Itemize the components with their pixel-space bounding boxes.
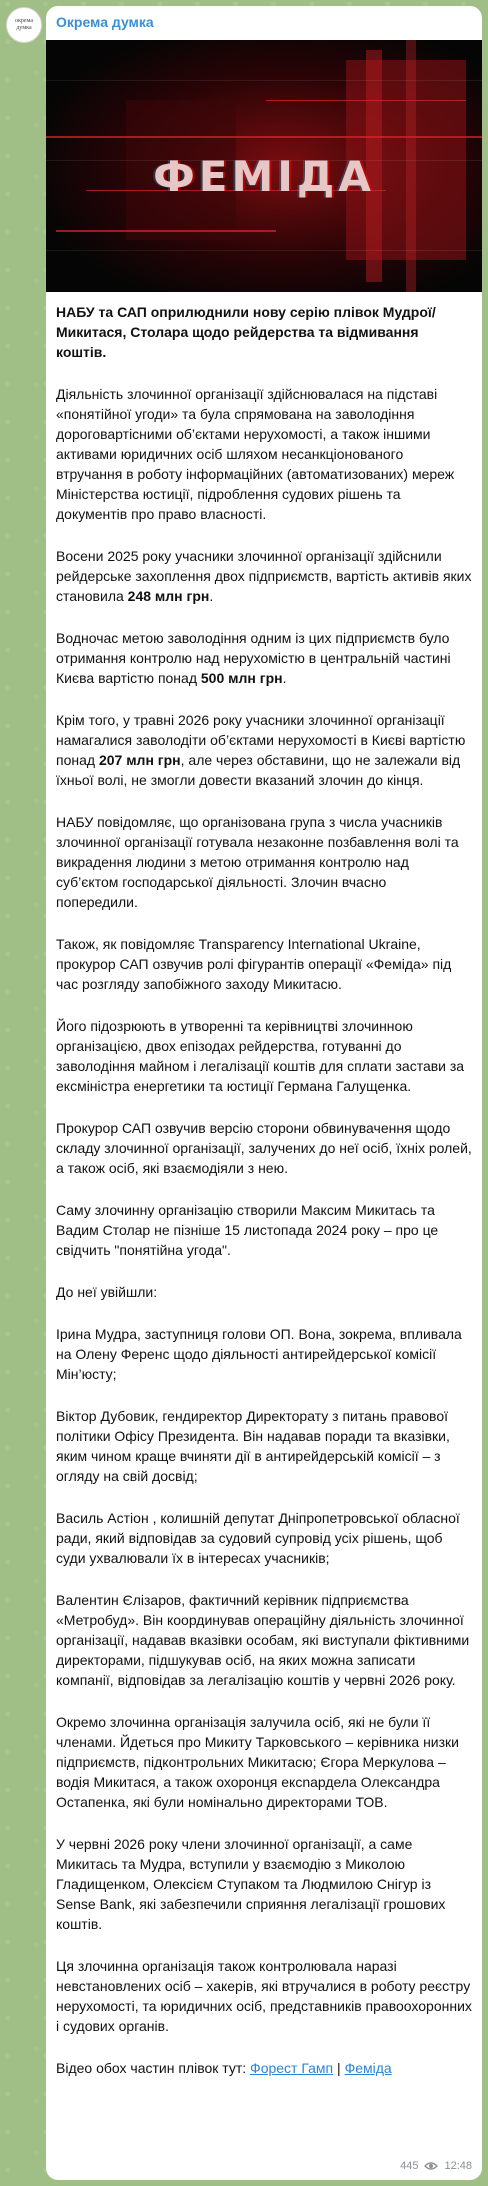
channel-name[interactable]: Окрема думка — [56, 14, 154, 30]
paragraph: До неї увійшли: — [56, 1284, 158, 1300]
image-title: ФЕМІДА — [153, 152, 375, 201]
paragraph: Восени 2025 року учасники злочинної організації здійснили рейдерське захоплення двох підприємств, вартість активів яких становила 248 млн грн. — [56, 548, 472, 604]
paragraph-links: Відео обох частин плівок тут: Форест Гамп | Феміда — [56, 2060, 392, 2076]
amount: 207 млн грн — [98, 752, 181, 768]
post-title: НАБУ та САП оприлюднили нову серію плівок Мудрої/ Микитася, Столара щодо рейдерства та відмивання коштів. — [56, 304, 436, 360]
post-text — [56, 302, 472, 2100]
link-femida[interactable]: Феміда — [344, 2060, 392, 2076]
paragraph: Саму злочинну організацію створили Максим Микитась та Вадим Столар не пізніше 15 листопада 2024 року – про це свідчить "понятійна угода". — [56, 1202, 439, 1258]
link-forest-gump[interactable]: Форест Гамп — [250, 2060, 334, 2076]
paragraph: У червні 2026 року члени злочинної організації, а саме Микитась та Мудра, вступили у взаємодію з Миколою Гладищенком, Олексієм Ступаком та Людмилою Снігур із Sense Bank, які забезпечили сприяння легалізації грошових коштів. — [56, 1836, 446, 1932]
channel-avatar[interactable] — [6, 7, 42, 43]
paragraph: Ірина Мудра, заступниця голови ОП. Вона, зокрема, впливала на Олену Ференс щодо діяльності антирейдерської комісії Мін’юсту; — [56, 1326, 462, 1382]
paragraph: Його підозрюють в утворенні та керівництві злочинною організацією, двох епізодах рейдерства, готуванні до заволодіння майном і легалізації коштів для сплати застави за ексміністра енергетики та юстиції Германа Галущенка. — [56, 1018, 465, 1094]
paragraph: Крім того, у травні 2026 року учасники злочинної організації намагалися заволодіти об’єктами нерухомості в Києві вартістю понад 207 млн грн, але через обставини, що не залежали від їхньої волі, не змогли довести вказаний злочин до кінця. — [56, 712, 466, 788]
paragraph: Прокурор САП озвучив версію сторони обвинувачення щодо складу злочинної організації, залучених до неї осіб, їхніх ролей, а також осіб, які взаємодіяли з нею. — [56, 1120, 472, 1176]
paragraph: Віктор Дубовик, гендиректор Директорату з питань правової політики Офісу Президента. Він надавав поради та вказівки, яким чином краще вчиняти дії в антирейдерській комісії – з огляду на свій досвід; — [56, 1408, 450, 1484]
message-bubble — [46, 6, 482, 2180]
post-image[interactable] — [46, 40, 482, 292]
avatar-text-line-1: окрема — [15, 18, 33, 24]
views-count: 445 — [400, 2160, 419, 2172]
paragraph: Ця злочинна організація також контролювала наразі невстановлених осіб – хакерів, які втручалися в роботу реєстру нерухомості, та юридичних осіб, представників правоохоронних і судових органів. — [56, 1958, 472, 2034]
eye-icon — [424, 2161, 438, 2171]
paragraph: Окремо злочинна організація залучила осіб, які не були її членами. Йдеться про Микиту Тарковського – керівника низки підприємств, підконтрольних Микитасю; Єгора Меркулова – водія Микитася, а також охоронця ексnардела Олександра Остапенка, які були номінально директорами ТОВ. — [56, 1714, 459, 1810]
paragraph: Валентин Єлізаров, фактичний керівник підприємства «Метробуд». Він координував операційну діяльність злочинної організації, надавав вказівки особам, які виступали фіктивними директорами, підшукував осіб, на яких можна записати компанії, відповідав за легалізацію коштів у червні 2026 року. — [56, 1592, 470, 1688]
paragraph: Водночас метою заволодіння одним із цих підприємств було отримання контролю над нерухомістю в центральній частині Києва вартістю понад 500 млн грн. — [56, 630, 451, 686]
avatar-text-line-2: думка — [16, 25, 32, 31]
amount: 248 млн грн — [127, 588, 210, 604]
paragraph: Василь Астіон , колишній депутат Дніпропетровської обласної ради, який відповідав за судовий супровід усіх рішень, щоб суди ухвалювали їх в інтересах учасників; — [56, 1510, 460, 1566]
paragraph: НАБУ повідомляє, що організована група з числа учасників злочинної організації готувала незаконне позбавлення волі та викрадення людини з метою отримання контролю над суб’єктом господарської діяльності. Злочин вчасно попередили. — [56, 814, 459, 910]
message-time: 12:48 — [444, 2160, 472, 2172]
message-footer — [400, 2160, 472, 2172]
amount: 500 млн грн — [200, 670, 283, 686]
paragraph: Також, як повідомляє Transparency International Ukraine, прокурор САП озвучив ролі фігурантів операції «Феміда» під час розгляду запобіжного заходу Микитасю. — [56, 936, 452, 992]
paragraph: Діяльність злочинної організації здійснювалася на підставі «понятійної угоди» та була спрямована на заволодіння дороговартісними об’єктами нерухомості, а також іншими активами юридичних осіб шляхом несанкціонованого втручання в роботу інформаційних (автоматизованих) мереж Міністерства юстиції, підроблення судових рішень та документів про право власності. — [56, 386, 455, 522]
